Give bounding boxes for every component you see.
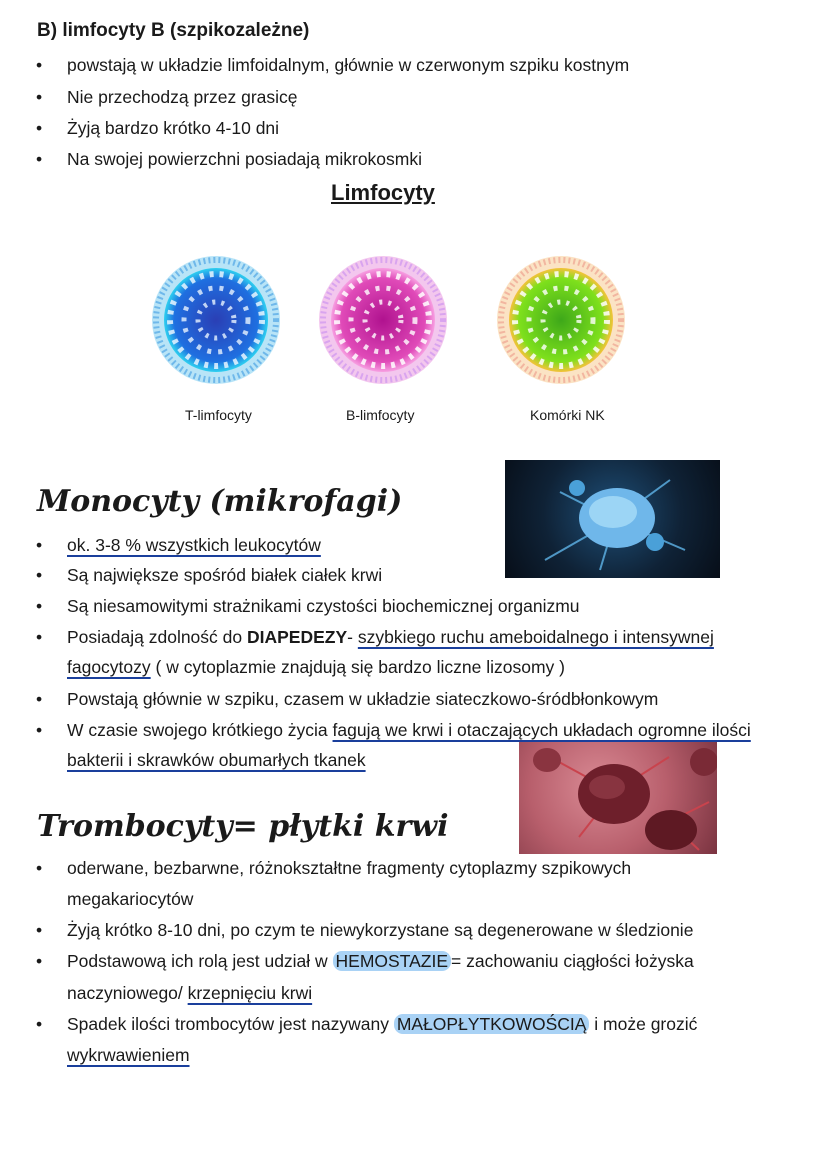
- bullet: •: [36, 920, 43, 940]
- section-heading-limfocyty-b: B) limfocyty B (szpikozależne): [37, 20, 310, 41]
- list-item-text: Powstają głównie w szpiku, czasem w układzie siateczkowo-śródbłonkowym: [67, 689, 659, 709]
- text-fragment: ( w cytoplazmie znajdują się bardzo liczne lizosomy ): [150, 657, 565, 677]
- bullet: •: [36, 1014, 43, 1034]
- text-fragment: = zachowaniu ciągłości łożyska: [451, 951, 694, 971]
- list-item-continuation: [67, 983, 312, 1004]
- lymphocyte-figure: [140, 250, 640, 390]
- bullet: •: [36, 689, 43, 709]
- list-item-continuation: wykrwawieniem: [67, 1045, 190, 1065]
- underlined-text: fagują we krwi i otaczających układach ogromne ilości: [332, 720, 751, 740]
- monocyte-photo: [505, 460, 720, 578]
- highlighted-term-hemostazie: HEMOSTAZIE: [333, 951, 451, 971]
- list-item-text: Żyją bardzo krótko 4-10 dni: [67, 118, 280, 138]
- list-item-text: Są największe spośród białek ciałek krwi: [67, 565, 383, 585]
- list-item-continuation: megakariocytów: [67, 889, 194, 909]
- text-fragment: W czasie swojego krótkiego życia: [67, 720, 333, 740]
- bullet: •: [36, 858, 43, 878]
- nk-cell-illustration: [497, 256, 625, 384]
- underlined-text: krzepnięciu krwi: [187, 983, 313, 1003]
- list-item-text: [67, 627, 714, 647]
- bullet: •: [36, 565, 43, 585]
- text-fragment: naczyniowego/: [67, 983, 188, 1003]
- list-item-text: Żyją krótko 8-10 dni, po czym te niewykorzystane są degenerowane w śledzionie: [67, 920, 694, 940]
- list-item-text: [67, 1014, 697, 1034]
- bullet: •: [36, 720, 43, 740]
- list-item-text: [67, 720, 751, 740]
- bullet: •: [36, 55, 43, 75]
- bullet: •: [36, 149, 43, 169]
- bullet: •: [36, 87, 43, 107]
- text-fragment: Posiadają zdolność do: [67, 627, 247, 647]
- figure-title: Limfocyty: [331, 180, 435, 205]
- platelet-photo: [519, 742, 717, 854]
- term-diapedeza: DIAPEDEZY: [246, 627, 348, 647]
- list-item-text: Nie przechodzą przez grasicę: [67, 87, 298, 107]
- b-lymphocyte-illustration: [319, 256, 447, 384]
- caption-b-lymphocytes: B-limfocyty: [346, 407, 415, 423]
- list-item-continuation: [67, 657, 565, 678]
- list-item-text: oderwane, bezbarwne, różnokształtne fragmenty cytoplazmy szpikowych: [67, 858, 632, 878]
- section-heading-monocyty: Monocyty (mikrofagi): [37, 484, 403, 519]
- text-fragment: Spadek ilości trombocytów jest nazywany: [67, 1014, 394, 1034]
- text-fragment: i może grozić: [589, 1014, 698, 1034]
- list-item-text: ok. 3-8 % wszystkich leukocytów: [67, 535, 321, 555]
- list-item-continuation: bakterii i skrawków obumarłych tkanek: [67, 750, 366, 770]
- highlighted-term-maloplytkowosc: MAŁOPŁYTKOWOŚCIĄ: [394, 1014, 590, 1034]
- bullet: •: [36, 627, 43, 647]
- text-fragment: -: [347, 627, 358, 647]
- caption-nk-cells: Komórki NK: [530, 407, 605, 423]
- bullet: •: [36, 535, 43, 555]
- list-item-text: [67, 951, 694, 971]
- underlined-text: fagocytozy: [67, 657, 151, 677]
- list-item-text: powstają w układzie limfoidalnym, głównie w czerwonym szpiku kostnym: [67, 55, 630, 75]
- bullet: •: [36, 951, 43, 971]
- underlined-text: szybkiego ruchu ameboidalnego i intensywnej: [357, 627, 714, 647]
- text-fragment: Podstawową ich rolą jest udział w: [67, 951, 333, 971]
- section-heading-trombocyty: Trombocyty= płytki krwi: [37, 809, 449, 844]
- t-lymphocyte-illustration: [152, 256, 280, 384]
- bullet: •: [36, 118, 43, 138]
- list-item-text: Są niesamowitymi strażnikami czystości biochemicznej organizmu: [67, 596, 580, 616]
- caption-t-lymphocytes: T-limfocyty: [185, 407, 252, 423]
- list-item-text: Na swojej powierzchni posiadają mikrokosmki: [67, 149, 422, 169]
- bullet: •: [36, 596, 43, 616]
